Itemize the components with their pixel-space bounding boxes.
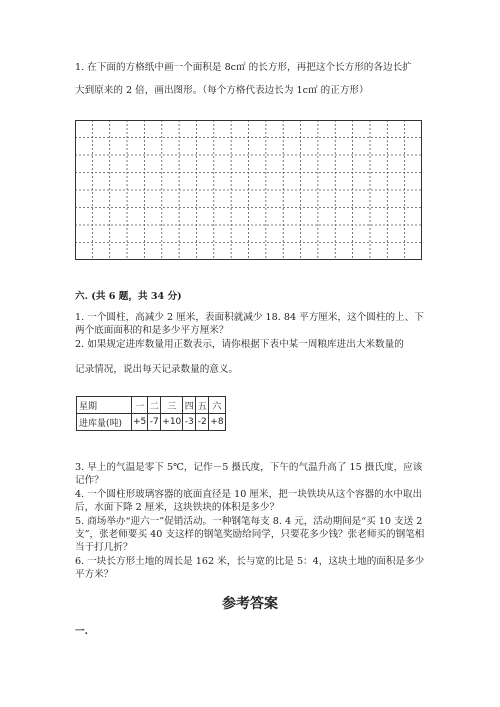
section-6-heading: 六. (共 6 题，共 34 分) <box>75 291 182 302</box>
record-table <box>76 396 226 431</box>
problem-2-line-1: 2. 如果规定进库数量用正数表示，请你根据下表中某一周粮库进出大米数量的 <box>75 339 404 350</box>
table-cell: +8 <box>209 414 225 431</box>
problem-3: 3. 早上的气温是零下 5℃，记作－5 摄氏度，下午的气温升高了 15 摄氏度，应该记作？ <box>75 462 423 486</box>
answers-title: 参考答案 <box>222 596 278 612</box>
table-cell: 二 <box>148 397 161 414</box>
table-cell: +10 <box>161 414 183 431</box>
table-row <box>77 414 226 431</box>
answers-section-1: 一. <box>75 626 88 637</box>
table-cell: -3 <box>183 414 196 431</box>
table-cell: -2 <box>196 414 209 431</box>
problem-5: 5. 商场举办“迎六一”促销活动。一种钢笔每支 8. 4 元，活动期间是“买 10 支送 2 支”，张老师要买 40 支这样的钢笔奖励给同学，只要花多少钱？张老师买的钢笔相当于打几折？ <box>75 516 425 553</box>
problem-1: 1. 一个圆柱，高减少 2 厘米，表面积就减少 18. 84 平方厘米，这个圆柱的上、下两个底面面积的和是多少平方厘米？ <box>75 312 424 336</box>
table-cell: 星期 <box>77 397 132 414</box>
table-cell: -7 <box>148 414 161 431</box>
table-cell: 五 <box>196 397 209 414</box>
table-cell: +5 <box>132 414 148 431</box>
problem-4: 4. 一个圆柱形玻璃容器的底面直径是 10 厘米，把一块铁块从这个容器的水中取出后，水面下降 2 厘米，这块铁块的体积是多少？ <box>75 489 423 513</box>
question-1-line-2: 大到原来的 2 倍，画出图形。（每个方格代表边长为 1c㎡ 的正方形） <box>75 85 369 96</box>
table-row <box>77 397 226 414</box>
table-cell: 四 <box>183 397 196 414</box>
table-cell: 一 <box>132 397 148 414</box>
grid-paper <box>75 120 422 260</box>
problem-6: 6. 一块长方形土地的周长是 162 米，长与宽的比是 5：4，这块土地的面积是多少平方米？ <box>75 556 425 580</box>
problem-2-line-2: 记录情况，说出每天记录数量的意义。 <box>75 364 239 375</box>
question-1-line-1: 1. 在下面的方格纸中画一个面积是 8c㎡ 的长方形，再把这个长方形的各边长扩 <box>75 62 412 73</box>
table-cell: 六 <box>209 397 225 414</box>
table-cell: 三 <box>161 397 183 414</box>
table-cell: 进库量(吨) <box>77 414 132 431</box>
